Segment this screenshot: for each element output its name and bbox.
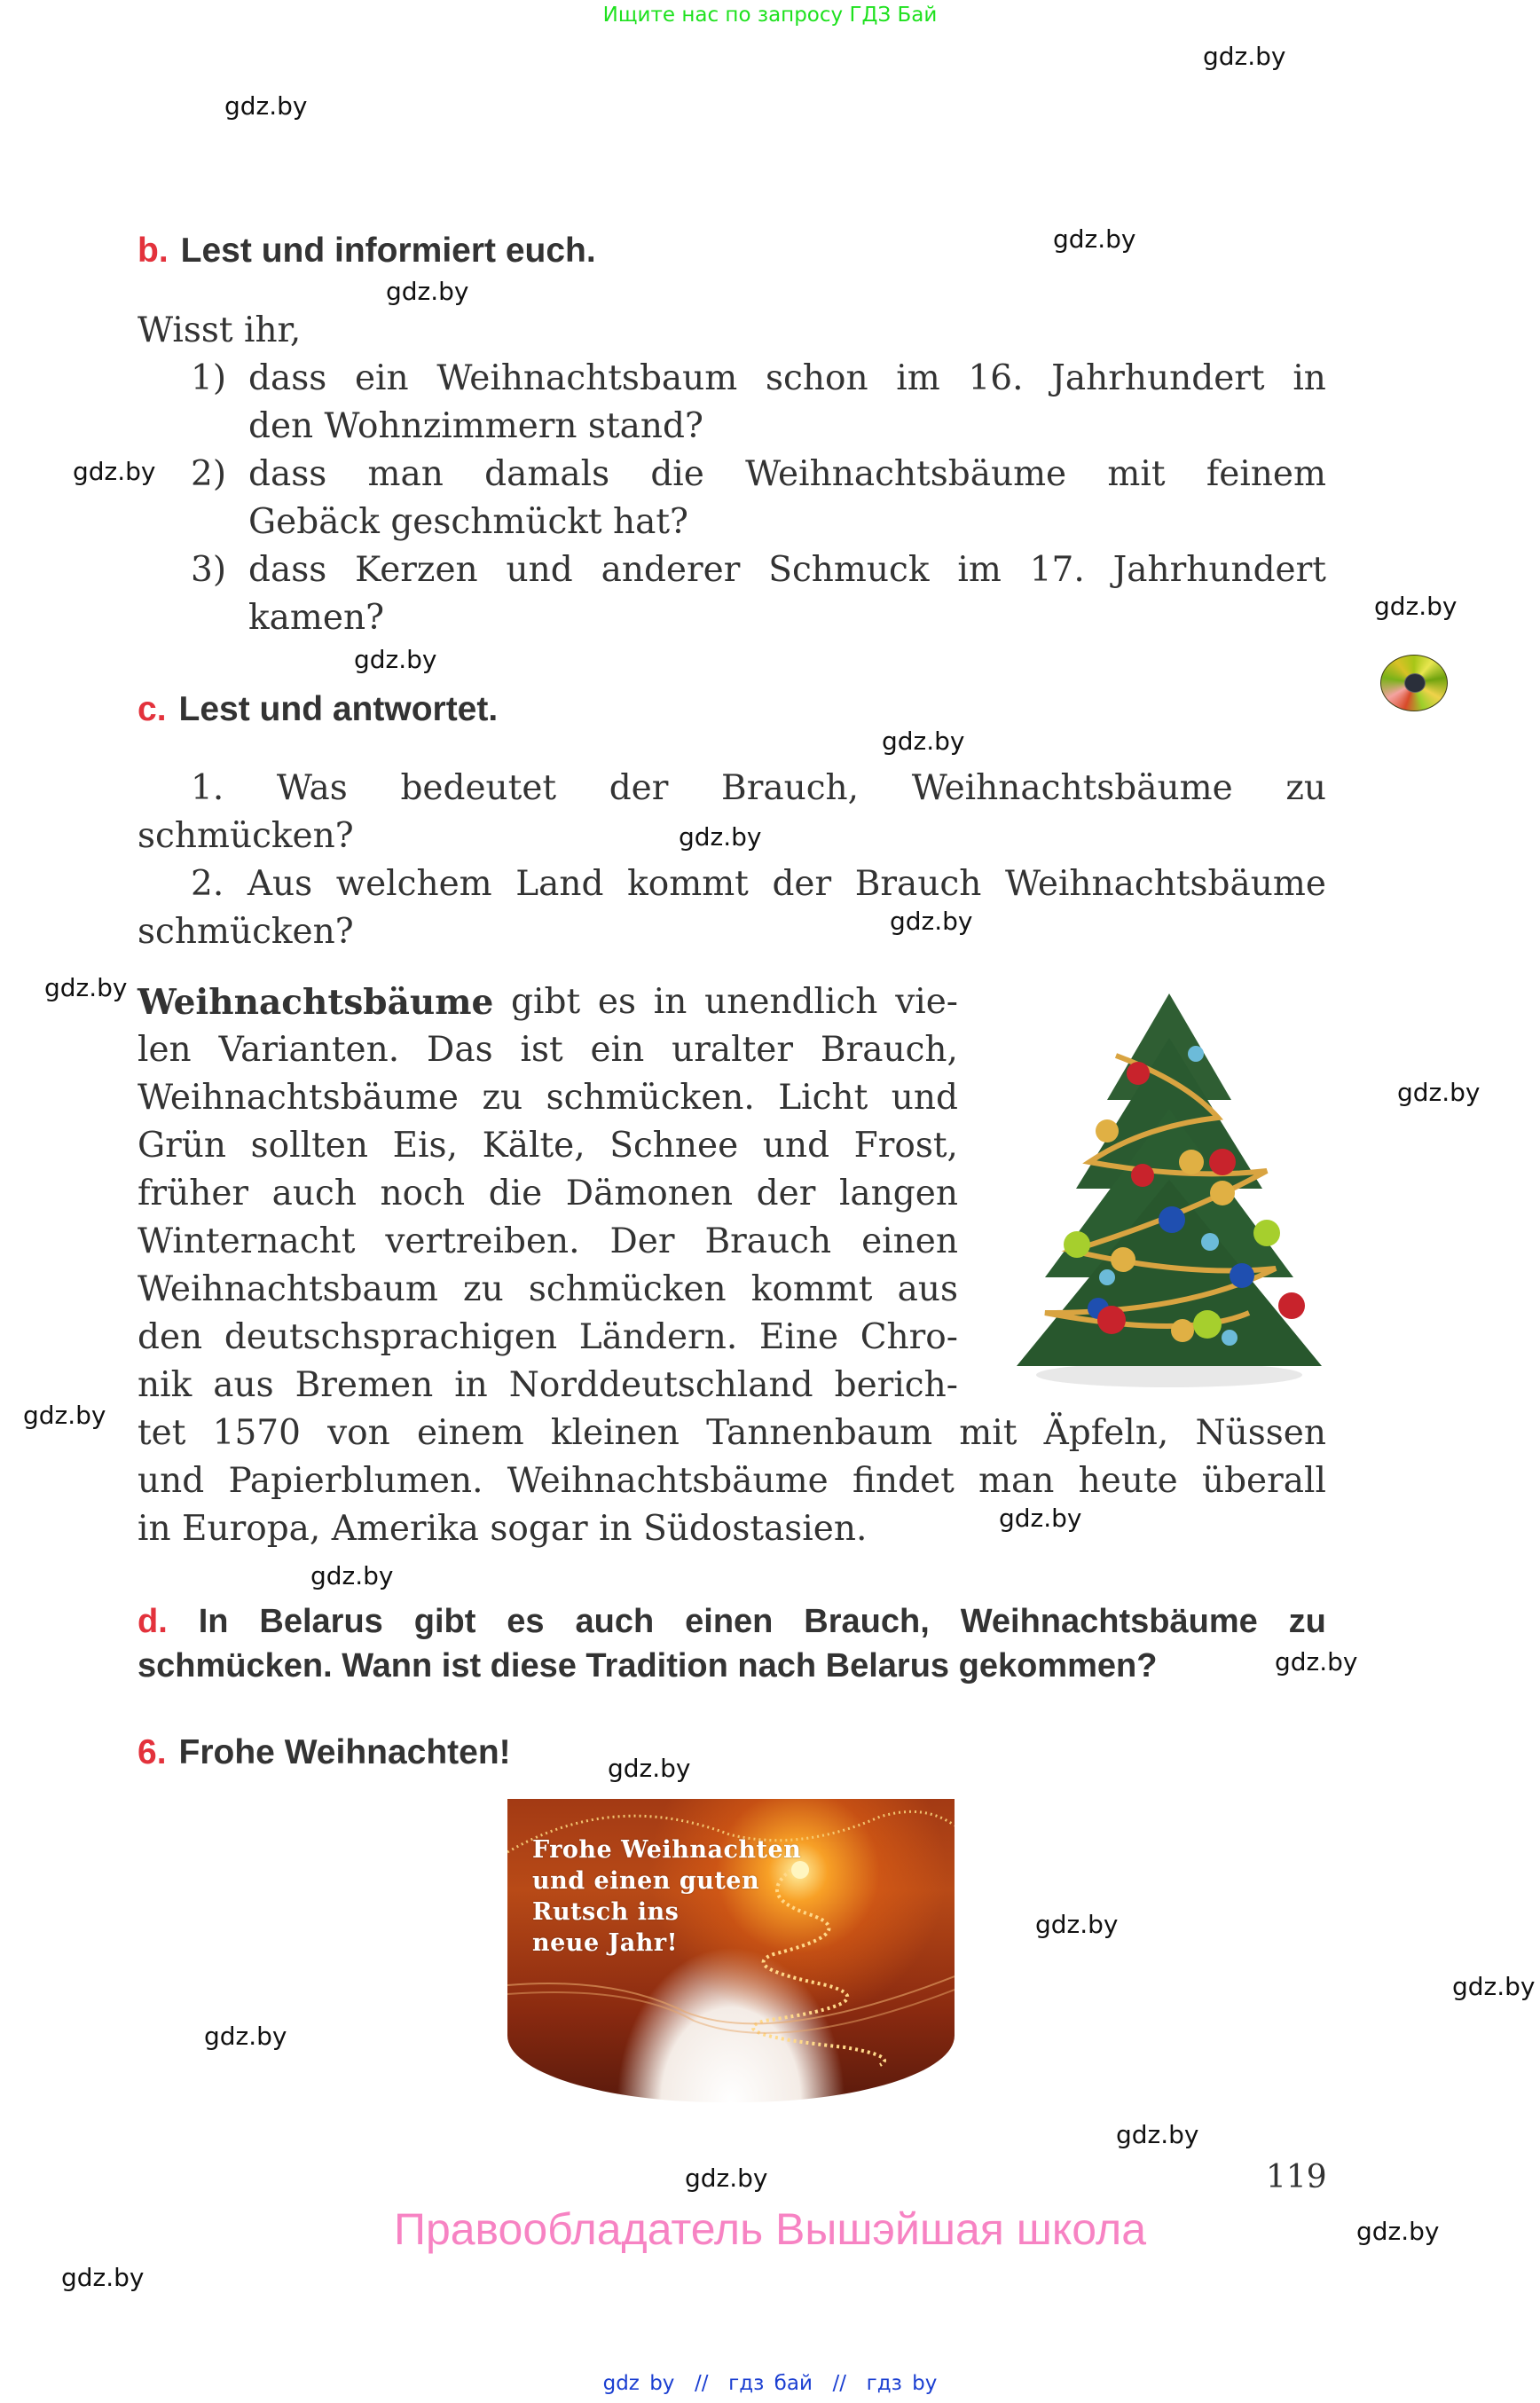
section-d-line2-text: schmücken. Wann ist diese Tradition nach Belarus gekommen? [138, 1647, 1158, 1684]
section-c-title: Lest und antwortet. [178, 690, 499, 728]
word: Papierblumen. [228, 1461, 483, 1501]
greeting-card-text [532, 1834, 801, 1959]
paragraph-line [138, 1457, 1326, 1505]
word: Nüssen [1195, 1413, 1326, 1453]
publisher-notice: Правообладатель Вышэйшая школа [394, 2204, 1146, 2254]
list-item-number: 3) [191, 550, 227, 590]
word: Kälte, [482, 1126, 585, 1166]
word: dass [248, 358, 327, 398]
watermark-text: gdz.by [1356, 2217, 1440, 2246]
paragraph-line [138, 1410, 1326, 1457]
word: Was [276, 768, 348, 808]
word: zu [1285, 768, 1326, 808]
question-number: 2. [191, 864, 224, 904]
page-number: 119 [1266, 2159, 1327, 2195]
paragraph-line [138, 1170, 958, 1218]
word: zu [482, 1078, 523, 1118]
word: zu [1288, 1603, 1326, 1640]
section-c-heading [138, 686, 498, 734]
word: In [198, 1603, 229, 1640]
word: berich- [834, 1365, 958, 1405]
word: im [896, 358, 940, 398]
word: Grün [138, 1126, 227, 1166]
word: Frost, [853, 1126, 958, 1166]
watermark-text: gdz.by [1452, 1972, 1536, 2001]
word: Dämonen [565, 1174, 734, 1213]
card-line: Rutsch ins [532, 1898, 680, 1926]
word: schmücken. [546, 1078, 755, 1118]
cd-disc-icon[interactable] [1380, 655, 1448, 711]
card-line: und einen guten [532, 1867, 760, 1895]
word: dass [248, 550, 327, 590]
word: ein [354, 358, 409, 398]
word: deutschsprachigen [224, 1317, 558, 1357]
footer-links[interactable]: gdz by // гдз бай // гдз by [602, 2372, 938, 2395]
word: aus [897, 1269, 958, 1309]
paragraph-line [138, 1266, 958, 1314]
word: Das [427, 1030, 493, 1070]
word: welchem [335, 864, 492, 904]
word: Winternacht [138, 1221, 356, 1261]
word: es [507, 1603, 545, 1640]
section-d-label: d. [138, 1603, 168, 1640]
word: Bremen [295, 1365, 434, 1405]
word: Chro- [860, 1317, 958, 1357]
word: len [138, 1030, 192, 1070]
word: man [367, 454, 444, 494]
watermark-text: gdz.by [1275, 1647, 1358, 1677]
watermark-text: gdz.by [204, 2022, 287, 2051]
question-line [191, 765, 1326, 813]
word: Weihnachtsbäume [745, 454, 1067, 494]
card-line: Frohe Weihnachten [532, 1836, 802, 1864]
word: Kerzen [355, 550, 478, 590]
section-d-line1 [138, 1599, 1326, 1644]
watermark-text: gdz.by [685, 2163, 768, 2193]
paragraph-line [138, 1314, 958, 1362]
word: vertreiben. [385, 1221, 580, 1261]
question-number: 1. [191, 768, 224, 808]
word: nik [138, 1365, 192, 1405]
watermark-text: gdz.by [1116, 2120, 1199, 2149]
paragraph-line [138, 1122, 958, 1170]
word: Schnee [609, 1126, 739, 1166]
word: Weihnachtsbäume [1004, 864, 1326, 904]
word: schmücken [528, 1269, 727, 1309]
word: vie- [895, 982, 958, 1022]
word: die [650, 454, 704, 494]
word: Der [609, 1221, 675, 1261]
watermark-text: gdz.by [23, 1401, 106, 1430]
word: einem [416, 1413, 524, 1453]
paragraph-line: in Europa, Amerika sogar in Südostasien. [138, 1509, 868, 1549]
word: unendlich [704, 982, 878, 1022]
word: gibt [511, 982, 581, 1022]
list-item-line: den Wohnzimmern stand? [248, 406, 703, 446]
word: Aus [247, 864, 313, 904]
word: Weihnachtsbäume [911, 768, 1233, 808]
word: tet [138, 1413, 186, 1453]
question-line [191, 860, 1326, 908]
word: ist [520, 1030, 563, 1070]
word: Weihnachtsbäume [507, 1461, 829, 1501]
word: mit [1107, 454, 1166, 494]
word: schon [766, 358, 868, 398]
word: bedeutet [400, 768, 557, 808]
paragraph-line [138, 1026, 958, 1074]
word: Tannenbaum [706, 1413, 933, 1453]
list-item-number: 1) [191, 358, 227, 398]
watermark-text: gdz.by [1397, 1078, 1481, 1107]
watermark-text: gdz.by [73, 457, 156, 486]
word: Schmuck [768, 550, 930, 590]
list-item-line [248, 451, 1326, 499]
word: dass [248, 454, 327, 494]
word: Jahrhundert [1051, 358, 1265, 398]
word: mit [959, 1413, 1018, 1453]
watermark-text: gdz.by [44, 973, 128, 1002]
word: Brauch [854, 864, 982, 904]
list-item-line: kamen? [248, 598, 384, 638]
list-item-number: 2) [191, 454, 227, 494]
section-d-line2 [138, 1644, 1326, 1688]
christmas-tree-image [1010, 985, 1329, 1393]
section-6-heading [138, 1729, 511, 1777]
word: es [597, 982, 636, 1022]
word: der [772, 864, 832, 904]
card-line: neue Jahr! [532, 1929, 678, 1957]
section-b-title: Lest und informiert euch. [180, 232, 596, 270]
word: ein [590, 1030, 645, 1070]
watermark-text: gdz.by [310, 1561, 394, 1590]
paragraph-line [138, 978, 958, 1026]
word: langen [838, 1174, 958, 1213]
watermark-text: gdz.by [1203, 42, 1286, 71]
word: Weihnachtsbäume [960, 1603, 1258, 1640]
word: aus [213, 1365, 274, 1405]
list-item-line [248, 546, 1326, 594]
watermark-text: gdz.by [882, 726, 965, 756]
watermark-text: gdz.by [61, 2263, 145, 2292]
word: sollten [250, 1126, 368, 1166]
search-banner[interactable]: Ищите нас по запросу ГДЗ Бай [602, 4, 938, 27]
word: uralter [672, 1030, 793, 1070]
word: 17. [1029, 550, 1085, 590]
word: auch [575, 1603, 655, 1640]
word: Ländern. [578, 1317, 738, 1357]
section-c-label: c. [138, 690, 167, 728]
word: der [609, 768, 669, 808]
word: gibt [413, 1603, 476, 1640]
word: und [506, 550, 573, 590]
section-6-label: 6. [138, 1733, 167, 1771]
list-item-line [248, 355, 1326, 403]
word: Weihnachtsbäume [138, 1078, 459, 1118]
word: Eis, [392, 1126, 458, 1166]
word: Jahrhundert [1112, 550, 1326, 590]
word: früher [138, 1174, 249, 1213]
word: Brauch, [804, 1603, 930, 1640]
word: Varianten. [218, 1030, 400, 1070]
word: und [762, 1126, 830, 1166]
watermark-text: gdz.by [1035, 1910, 1119, 1939]
word: kommt [627, 864, 749, 904]
word: die [488, 1174, 543, 1213]
word: Belarus [259, 1603, 383, 1640]
word: den [138, 1317, 203, 1357]
word: Brauch [704, 1221, 832, 1261]
section-b-heading [138, 227, 596, 275]
watermark-text: gdz.by [679, 822, 762, 852]
word: 16. [968, 358, 1024, 398]
word: anderer [601, 550, 741, 590]
question-line: schmücken? [138, 912, 354, 952]
word: und [891, 1078, 958, 1118]
word: Brauch, [721, 768, 860, 808]
word: im [957, 550, 1002, 590]
word: kleinen [550, 1413, 680, 1453]
word: findet [852, 1461, 955, 1501]
paragraph-line [138, 1074, 958, 1122]
word: einen [861, 1221, 958, 1261]
watermark-text: gdz.by [890, 907, 973, 936]
watermark-text: gdz.by [1374, 592, 1458, 621]
word: in [653, 982, 688, 1022]
word: Eine [758, 1317, 839, 1357]
word: in [1292, 358, 1326, 398]
word: damals [484, 454, 610, 494]
section-6-title: Frohe Weihnachten! [178, 1733, 511, 1771]
section-b-label: b. [138, 232, 169, 270]
word: Norddeutschland [508, 1365, 813, 1405]
word: überall [1201, 1461, 1326, 1501]
section-d-task [138, 1599, 1326, 1688]
watermark-text: gdz.by [1053, 224, 1136, 254]
word: zu [463, 1269, 504, 1309]
word: noch [380, 1174, 466, 1213]
word: Brauch, [820, 1030, 958, 1070]
word: auch [271, 1174, 357, 1213]
word: von [327, 1413, 390, 1453]
word: kommt [750, 1269, 873, 1309]
word: einen [685, 1603, 774, 1640]
watermark-text: gdz.by [608, 1754, 691, 1783]
word: Weihnachtsbaum [138, 1269, 438, 1309]
word: Äpfeln, [1043, 1413, 1169, 1453]
watermark-text: gdz.by [354, 645, 437, 674]
word: Weihnachtsbaum [436, 358, 738, 398]
word: feinem [1206, 454, 1326, 494]
watermark-text: gdz.by [386, 277, 469, 306]
word: man [978, 1461, 1055, 1501]
paragraph-line [138, 1218, 958, 1266]
question-line: schmücken? [138, 816, 354, 856]
paragraph-line [138, 1362, 958, 1410]
word: Land [515, 864, 604, 904]
list-item-line: Gebäck geschmückt hat? [248, 502, 688, 542]
watermark-text: gdz.by [999, 1504, 1082, 1533]
word: 1570 [212, 1413, 301, 1453]
bold-term: Weihnachtsbäume [138, 982, 494, 1023]
greeting-card-image [507, 1799, 955, 2102]
intro-text: Wisst ihr, [138, 310, 302, 350]
word: der [756, 1174, 816, 1213]
word: in [454, 1365, 488, 1405]
word: heute [1078, 1461, 1178, 1501]
watermark-text: gdz.by [224, 91, 308, 121]
word: Licht [778, 1078, 868, 1118]
word: und [138, 1461, 205, 1501]
